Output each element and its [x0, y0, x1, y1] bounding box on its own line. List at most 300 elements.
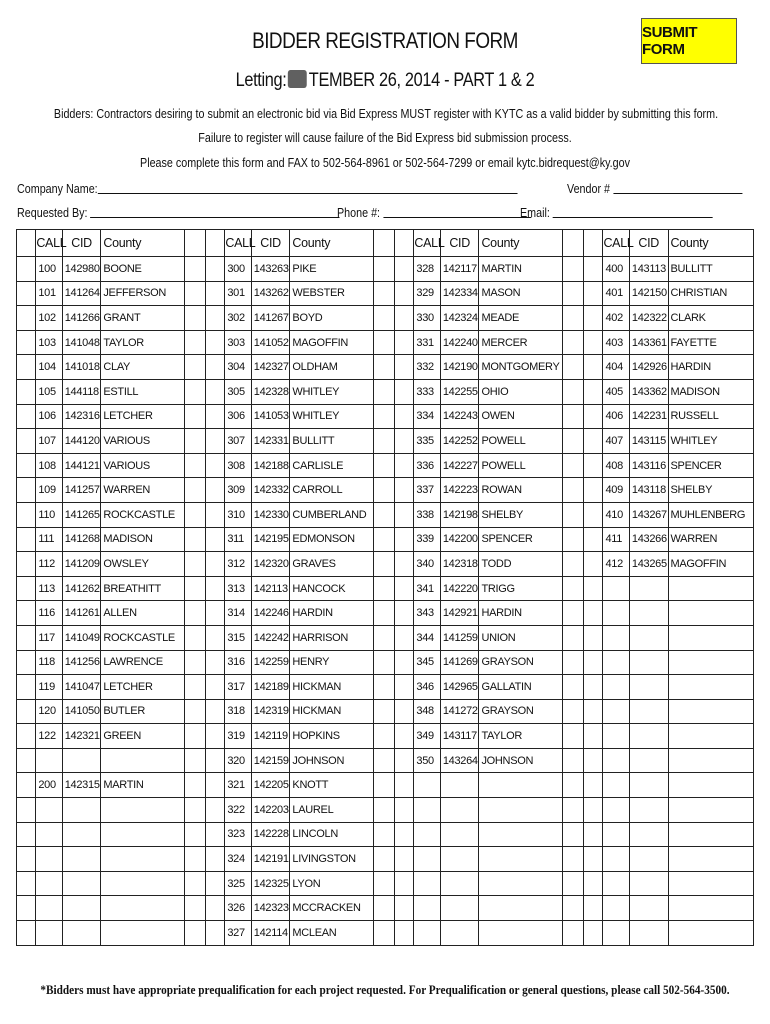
call-number — [603, 822, 629, 847]
call-number: 348 — [414, 699, 440, 724]
county-name: VARIOUS — [101, 429, 184, 454]
county-name: PIKE — [290, 257, 373, 282]
cid-number — [629, 601, 668, 626]
cid-number — [629, 921, 668, 946]
call-number: 346 — [414, 675, 440, 700]
select-checkbox[interactable] — [584, 847, 603, 872]
cid-number: 142220 — [440, 576, 479, 601]
cid-number: 143113 — [629, 257, 668, 282]
select-checkbox[interactable] — [584, 921, 603, 946]
select-checkbox[interactable] — [395, 847, 414, 872]
select-checkbox[interactable] — [206, 281, 225, 306]
call-number: 302 — [225, 306, 251, 331]
cid-number: 142159 — [251, 748, 290, 773]
select-checkbox[interactable] — [584, 257, 603, 282]
phone-field[interactable] — [337, 205, 531, 220]
cid-number: 142150 — [629, 281, 668, 306]
call-number: 336 — [414, 453, 440, 478]
county-name: TRIGG — [479, 576, 562, 601]
county-name: HARDIN — [668, 355, 754, 380]
select-checkbox[interactable] — [395, 576, 414, 601]
column-spacer — [373, 576, 394, 601]
column-spacer — [184, 330, 205, 355]
table-row — [17, 404, 754, 429]
county-name — [101, 822, 184, 847]
county-name: WHITLEY — [290, 404, 373, 429]
call-number: 325 — [225, 871, 251, 896]
select-checkbox[interactable] — [206, 576, 225, 601]
column-spacer — [562, 330, 583, 355]
column-spacer — [562, 230, 583, 257]
phone-input[interactable] — [383, 205, 531, 218]
county-name: FAYETTE — [668, 330, 754, 355]
select-checkbox[interactable] — [584, 552, 603, 577]
column-spacer — [184, 601, 205, 626]
county-name — [668, 625, 754, 650]
select-checkbox[interactable] — [395, 921, 414, 946]
county-name: CARROLL — [290, 478, 373, 503]
column-header-county: County — [101, 230, 184, 257]
cid-number: 143362 — [629, 379, 668, 404]
select-checkbox[interactable] — [395, 330, 414, 355]
call-number: 320 — [225, 748, 251, 773]
column-spacer — [562, 429, 583, 454]
select-checkbox[interactable] — [395, 453, 414, 478]
table-row — [17, 847, 754, 872]
cid-number — [62, 798, 101, 823]
county-name: MAGOFFIN — [290, 330, 373, 355]
cid-number: 142334 — [440, 281, 479, 306]
select-checkbox[interactable] — [206, 921, 225, 946]
select-checkbox[interactable] — [206, 724, 225, 749]
select-checkbox[interactable] — [206, 404, 225, 429]
select-checkbox[interactable] — [17, 822, 36, 847]
select-checkbox[interactable] — [206, 896, 225, 921]
cid-number: 142119 — [251, 724, 290, 749]
column-spacer — [184, 798, 205, 823]
column-spacer — [373, 552, 394, 577]
select-checkbox[interactable] — [395, 257, 414, 282]
select-checkbox[interactable] — [584, 650, 603, 675]
select-checkbox[interactable] — [206, 355, 225, 380]
select-checkbox[interactable] — [17, 748, 36, 773]
select-checkbox[interactable] — [395, 429, 414, 454]
table-row — [17, 650, 754, 675]
select-checkbox[interactable] — [17, 257, 36, 282]
select-checkbox[interactable] — [206, 330, 225, 355]
select-checkbox[interactable] — [584, 404, 603, 429]
cid-number: 142323 — [251, 896, 290, 921]
select-checkbox[interactable] — [395, 822, 414, 847]
table-row — [17, 896, 754, 921]
select-checkbox[interactable] — [17, 896, 36, 921]
select-checkbox[interactable] — [206, 773, 225, 798]
select-checkbox[interactable] — [17, 552, 36, 577]
company-name-label: Company Name: — [17, 182, 98, 196]
email-field[interactable] — [520, 205, 713, 220]
call-number: 341 — [414, 576, 440, 601]
select-checkbox[interactable] — [17, 847, 36, 872]
select-checkbox[interactable] — [17, 576, 36, 601]
select-checkbox[interactable] — [17, 281, 36, 306]
call-number: 326 — [225, 896, 251, 921]
cid-number: 141018 — [62, 355, 101, 380]
select-checkbox[interactable] — [17, 453, 36, 478]
select-checkbox[interactable] — [206, 871, 225, 896]
cid-number — [629, 625, 668, 650]
select-checkbox[interactable] — [584, 748, 603, 773]
county-name — [479, 773, 562, 798]
cid-number: 141259 — [440, 625, 479, 650]
cid-number: 142315 — [62, 773, 101, 798]
vendor-number-field[interactable] — [567, 181, 742, 196]
county-name: LAUREL — [290, 798, 373, 823]
select-checkbox[interactable] — [17, 404, 36, 429]
cid-number: 141050 — [62, 699, 101, 724]
table-row — [17, 478, 754, 503]
select-checkbox[interactable] — [206, 379, 225, 404]
county-name: TAYLOR — [479, 724, 562, 749]
cid-number — [440, 896, 479, 921]
select-checkbox[interactable] — [395, 601, 414, 626]
select-checkbox[interactable] — [584, 625, 603, 650]
select-checkbox-header — [17, 230, 36, 257]
cid-number — [62, 921, 101, 946]
county-name: GRAYSON — [479, 650, 562, 675]
select-checkbox[interactable] — [17, 478, 36, 503]
select-checkbox[interactable] — [206, 601, 225, 626]
column-spacer — [184, 404, 205, 429]
column-spacer — [184, 773, 205, 798]
select-checkbox[interactable] — [17, 650, 36, 675]
county-name: LAWRENCE — [101, 650, 184, 675]
cid-number: 142255 — [440, 379, 479, 404]
column-spacer — [373, 625, 394, 650]
select-checkbox[interactable] — [584, 429, 603, 454]
stamp-mark-icon — [288, 70, 307, 88]
cid-number: 142328 — [251, 379, 290, 404]
select-checkbox[interactable] — [395, 773, 414, 798]
select-checkbox[interactable] — [17, 773, 36, 798]
cid-number — [629, 847, 668, 872]
select-checkbox[interactable] — [584, 699, 603, 724]
company-name-input[interactable] — [98, 181, 518, 194]
select-checkbox[interactable] — [395, 502, 414, 527]
county-name — [668, 748, 754, 773]
select-checkbox[interactable] — [584, 601, 603, 626]
county-name: MARTIN — [479, 257, 562, 282]
column-spacer — [184, 306, 205, 331]
cid-number: 142205 — [251, 773, 290, 798]
select-checkbox[interactable] — [206, 748, 225, 773]
select-checkbox[interactable] — [395, 404, 414, 429]
cid-number: 141267 — [251, 306, 290, 331]
column-spacer — [562, 404, 583, 429]
column-spacer — [373, 453, 394, 478]
cid-number — [629, 576, 668, 601]
select-checkbox[interactable] — [395, 798, 414, 823]
county-name: ROCKCASTLE — [101, 625, 184, 650]
select-checkbox[interactable] — [17, 355, 36, 380]
county-name: LETCHER — [101, 404, 184, 429]
select-checkbox[interactable] — [584, 896, 603, 921]
table-row — [17, 306, 754, 331]
call-number: 323 — [225, 822, 251, 847]
cid-number: 143361 — [629, 330, 668, 355]
table-row — [17, 798, 754, 823]
select-checkbox[interactable] — [584, 502, 603, 527]
column-header-county: County — [290, 230, 373, 257]
table-row — [17, 355, 754, 380]
column-spacer — [184, 355, 205, 380]
call-number: 345 — [414, 650, 440, 675]
select-checkbox[interactable] — [395, 281, 414, 306]
call-number: 337 — [414, 478, 440, 503]
select-checkbox[interactable] — [395, 355, 414, 380]
select-checkbox[interactable] — [395, 650, 414, 675]
column-spacer — [373, 306, 394, 331]
county-name: RUSSELL — [668, 404, 754, 429]
cid-number: 142319 — [251, 699, 290, 724]
select-checkbox[interactable] — [584, 822, 603, 847]
select-checkbox[interactable] — [584, 330, 603, 355]
call-number: 331 — [414, 330, 440, 355]
cid-number: 143262 — [251, 281, 290, 306]
select-checkbox[interactable] — [584, 355, 603, 380]
county-name: GRAYSON — [479, 699, 562, 724]
select-checkbox[interactable] — [584, 798, 603, 823]
call-number — [414, 871, 440, 896]
select-checkbox[interactable] — [395, 379, 414, 404]
column-header-county: County — [479, 230, 562, 257]
select-checkbox[interactable] — [206, 625, 225, 650]
county-name: MONTGOMERY — [479, 355, 562, 380]
cid-number: 142223 — [440, 478, 479, 503]
form-title: BIDDER REGISTRATION FORM — [252, 28, 518, 53]
select-checkbox[interactable] — [584, 773, 603, 798]
cid-number: 142320 — [251, 552, 290, 577]
select-checkbox[interactable] — [584, 675, 603, 700]
select-checkbox[interactable] — [395, 552, 414, 577]
cid-number: 142188 — [251, 453, 290, 478]
cid-number: 143265 — [629, 552, 668, 577]
table-header-row — [17, 230, 754, 257]
column-spacer — [184, 699, 205, 724]
call-number: 311 — [225, 527, 251, 552]
county-name: UNION — [479, 625, 562, 650]
select-checkbox[interactable] — [395, 896, 414, 921]
column-header-call: CALL — [414, 230, 440, 257]
cid-number: 142198 — [440, 502, 479, 527]
select-checkbox[interactable] — [584, 724, 603, 749]
select-checkbox[interactable] — [206, 675, 225, 700]
column-spacer — [373, 429, 394, 454]
call-number: 400 — [603, 257, 629, 282]
select-checkbox[interactable] — [395, 724, 414, 749]
cid-number: 142324 — [440, 306, 479, 331]
select-checkbox[interactable] — [206, 306, 225, 331]
select-checkbox[interactable] — [17, 921, 36, 946]
table-row — [17, 748, 754, 773]
cid-number: 142965 — [440, 675, 479, 700]
select-checkbox[interactable] — [17, 502, 36, 527]
cid-number: 142321 — [62, 724, 101, 749]
call-number: 307 — [225, 429, 251, 454]
select-checkbox[interactable] — [17, 527, 36, 552]
county-name — [668, 650, 754, 675]
cid-number: 143117 — [440, 724, 479, 749]
select-checkbox[interactable] — [395, 478, 414, 503]
select-checkbox[interactable] — [395, 306, 414, 331]
select-checkbox[interactable] — [206, 453, 225, 478]
county-name: MERCER — [479, 330, 562, 355]
cid-number: 142316 — [62, 404, 101, 429]
column-spacer — [184, 822, 205, 847]
table-row — [17, 675, 754, 700]
cid-number — [62, 748, 101, 773]
call-number: 300 — [225, 257, 251, 282]
column-spacer — [184, 502, 205, 527]
select-checkbox[interactable] — [206, 527, 225, 552]
cid-number: 142322 — [629, 306, 668, 331]
column-spacer — [562, 257, 583, 282]
call-number — [414, 896, 440, 921]
column-spacer — [562, 552, 583, 577]
letting-label: Letting: — [235, 70, 287, 91]
select-checkbox[interactable] — [584, 478, 603, 503]
select-checkbox[interactable] — [584, 576, 603, 601]
select-checkbox[interactable] — [584, 527, 603, 552]
select-checkbox[interactable] — [206, 798, 225, 823]
select-checkbox[interactable] — [17, 306, 36, 331]
county-name: SPENCER — [668, 453, 754, 478]
call-number: 110 — [36, 502, 62, 527]
cid-number — [629, 822, 668, 847]
requested-by-input[interactable] — [91, 205, 340, 218]
call-number: 312 — [225, 552, 251, 577]
select-checkbox[interactable] — [206, 822, 225, 847]
select-checkbox[interactable] — [584, 453, 603, 478]
call-number: 304 — [225, 355, 251, 380]
call-number — [603, 724, 629, 749]
county-name — [668, 896, 754, 921]
select-checkbox[interactable] — [206, 650, 225, 675]
column-header-cid: CID — [62, 230, 101, 257]
county-name: CLARK — [668, 306, 754, 331]
call-number: 324 — [225, 847, 251, 872]
cid-number: 142325 — [251, 871, 290, 896]
select-checkbox[interactable] — [395, 748, 414, 773]
select-checkbox[interactable] — [17, 871, 36, 896]
call-number: 314 — [225, 601, 251, 626]
instruction-line-3: Please complete this form and FAX to 502-564-8961 or 502-564-7299 or email kytc.bidrequest@ky.gov — [140, 156, 630, 170]
select-checkbox[interactable] — [395, 871, 414, 896]
select-checkbox[interactable] — [17, 798, 36, 823]
select-checkbox[interactable] — [584, 871, 603, 896]
cid-number: 142113 — [251, 576, 290, 601]
select-checkbox[interactable] — [206, 429, 225, 454]
column-spacer — [373, 502, 394, 527]
table-row — [17, 379, 754, 404]
cid-number: 141048 — [62, 330, 101, 355]
email-input[interactable] — [553, 205, 713, 218]
cid-number: 141209 — [62, 552, 101, 577]
select-checkbox[interactable] — [584, 306, 603, 331]
county-name: MADISON — [101, 527, 184, 552]
column-spacer — [562, 502, 583, 527]
column-header-call: CALL — [225, 230, 251, 257]
vendor-number-input[interactable] — [613, 181, 742, 194]
project-selection-table — [16, 229, 754, 946]
county-name: WHITLEY — [668, 429, 754, 454]
cid-number: 141256 — [62, 650, 101, 675]
call-number: 102 — [36, 306, 62, 331]
select-checkbox[interactable] — [206, 502, 225, 527]
submit-form-button[interactable]: SUBMIT FORM — [641, 18, 737, 64]
select-checkbox[interactable] — [17, 601, 36, 626]
select-checkbox[interactable] — [17, 379, 36, 404]
table-row — [17, 576, 754, 601]
select-checkbox[interactable] — [395, 675, 414, 700]
select-checkbox[interactable] — [17, 625, 36, 650]
select-checkbox[interactable] — [17, 330, 36, 355]
cid-number: 142327 — [251, 355, 290, 380]
table-row — [17, 502, 754, 527]
select-checkbox[interactable] — [17, 429, 36, 454]
county-name: BULLITT — [668, 257, 754, 282]
select-checkbox[interactable] — [17, 675, 36, 700]
cid-number — [440, 822, 479, 847]
call-number — [414, 773, 440, 798]
column-spacer — [373, 921, 394, 946]
select-checkbox-header — [395, 230, 414, 257]
select-checkbox[interactable] — [584, 379, 603, 404]
select-checkbox[interactable] — [395, 699, 414, 724]
requested-by-field[interactable] — [17, 205, 340, 220]
select-checkbox[interactable] — [395, 527, 414, 552]
cid-number: 144120 — [62, 429, 101, 454]
select-checkbox[interactable] — [17, 699, 36, 724]
column-spacer — [184, 379, 205, 404]
county-name: CARLISLE — [290, 453, 373, 478]
table-row — [17, 601, 754, 626]
select-checkbox[interactable] — [584, 281, 603, 306]
table-row — [17, 699, 754, 724]
county-name — [479, 847, 562, 872]
county-name — [101, 798, 184, 823]
select-checkbox[interactable] — [206, 257, 225, 282]
cid-number: 142231 — [629, 404, 668, 429]
call-number: 120 — [36, 699, 62, 724]
select-checkbox[interactable] — [206, 847, 225, 872]
select-checkbox[interactable] — [206, 552, 225, 577]
county-name: CUMBERLAND — [290, 502, 373, 527]
cid-number — [62, 822, 101, 847]
county-name: OHIO — [479, 379, 562, 404]
call-number: 334 — [414, 404, 440, 429]
column-spacer — [184, 453, 205, 478]
county-name: SPENCER — [479, 527, 562, 552]
select-checkbox[interactable] — [395, 625, 414, 650]
company-name-field[interactable] — [17, 181, 517, 196]
cid-number: 141264 — [62, 281, 101, 306]
cid-number: 142203 — [251, 798, 290, 823]
select-checkbox[interactable] — [17, 724, 36, 749]
select-checkbox[interactable] — [206, 699, 225, 724]
call-number — [603, 773, 629, 798]
county-name: OWSLEY — [101, 552, 184, 577]
select-checkbox[interactable] — [206, 478, 225, 503]
